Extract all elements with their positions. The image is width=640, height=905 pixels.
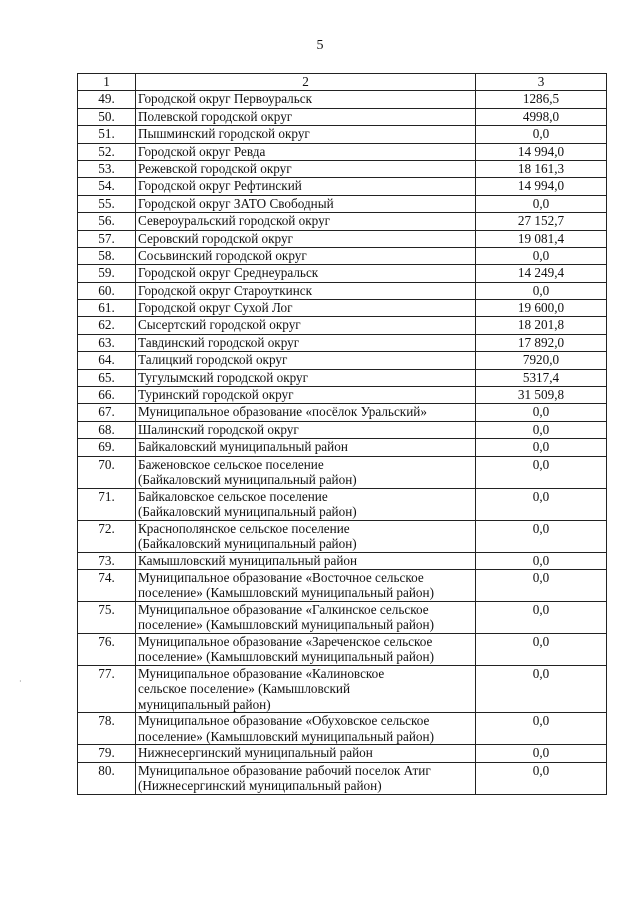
row-number: 62.	[78, 317, 136, 334]
row-number: 56.	[78, 213, 136, 230]
row-number: 68.	[78, 421, 136, 438]
allocation-value: 0,0	[476, 552, 607, 569]
table-row	[78, 160, 607, 177]
municipality-name: Городской округ Ревда	[136, 143, 476, 160]
allocation-value: 0,0	[476, 126, 607, 143]
allocation-value: 0,0	[476, 665, 607, 713]
row-number: 67.	[78, 404, 136, 421]
row-number: 55.	[78, 195, 136, 212]
column-header-value: 3	[476, 74, 607, 91]
municipality-name: Пышминский городской округ	[136, 126, 476, 143]
municipality-name: Городской округ Сухой Лог	[136, 300, 476, 317]
row-number: 71.	[78, 488, 136, 520]
municipality-name: Городской округ ЗАТО Свободный	[136, 195, 476, 212]
table-row	[78, 213, 607, 230]
table-row	[78, 265, 607, 282]
allocation-value: 0,0	[476, 195, 607, 212]
allocation-value: 0,0	[476, 282, 607, 299]
row-number: 58.	[78, 247, 136, 264]
allocation-value: 0,0	[476, 633, 607, 665]
row-number: 74.	[78, 569, 136, 601]
row-number: 75.	[78, 601, 136, 633]
allocation-value: 0,0	[476, 488, 607, 520]
table-row	[78, 745, 607, 762]
table-row	[78, 143, 607, 160]
allocation-value: 1286,5	[476, 91, 607, 108]
row-number: 70.	[78, 456, 136, 488]
row-number: 80.	[78, 762, 136, 794]
municipality-name: Муниципальное образование «Галкинское сельское поселение» (Камышловский муниципальный район)	[136, 601, 476, 633]
row-number: 49.	[78, 91, 136, 108]
municipality-name: Байкаловский муниципальный район	[136, 439, 476, 456]
table-row	[78, 91, 607, 108]
municipality-name: Городской округ Староуткинск	[136, 282, 476, 299]
row-number: 76.	[78, 633, 136, 665]
allocation-value: 7920,0	[476, 352, 607, 369]
table-row	[78, 439, 607, 456]
allocation-value: 0,0	[476, 745, 607, 762]
allocation-value: 0,0	[476, 421, 607, 438]
margin-mark: ·	[19, 677, 22, 686]
table-row	[78, 282, 607, 299]
municipality-name: Муниципальное образование «Обуховское сельское поселение» (Камышловский муниципальный район)	[136, 713, 476, 745]
allocation-value: 0,0	[476, 456, 607, 488]
page-number: 5	[316, 38, 324, 53]
table-row	[78, 520, 607, 552]
municipality-name: Муниципальное образование «посёлок Уральский»	[136, 404, 476, 421]
municipality-name: Североуральский городской округ	[136, 213, 476, 230]
row-number: 73.	[78, 552, 136, 569]
allocation-value: 0,0	[476, 247, 607, 264]
allocation-value: 17 892,0	[476, 334, 607, 351]
municipality-name: Тавдинский городской округ	[136, 334, 476, 351]
municipality-name: Городской округ Первоуральск	[136, 91, 476, 108]
row-number: 54.	[78, 178, 136, 195]
allocation-value: 0,0	[476, 601, 607, 633]
row-number: 65.	[78, 369, 136, 386]
allocation-value: 14 249,4	[476, 265, 607, 282]
table-row	[78, 713, 607, 745]
row-number: 57.	[78, 230, 136, 247]
municipality-name: Муниципальное образование «Калиновское сельское поселение» (Камышловский муниципальный район)	[136, 665, 476, 713]
allocation-value: 18 201,8	[476, 317, 607, 334]
municipality-name: Городской округ Рефтинский	[136, 178, 476, 195]
municipality-name: Серовский городской округ	[136, 230, 476, 247]
table-row	[78, 421, 607, 438]
allocation-value: 0,0	[476, 404, 607, 421]
column-header-number: 1	[78, 74, 136, 91]
table-row	[78, 762, 607, 794]
municipality-name: Городской округ Среднеуральск	[136, 265, 476, 282]
table-row	[78, 569, 607, 601]
municipality-name: Режевской городской округ	[136, 160, 476, 177]
row-number: 51.	[78, 126, 136, 143]
table-row	[78, 334, 607, 351]
row-number: 72.	[78, 520, 136, 552]
municipality-name: Туринский городской округ	[136, 387, 476, 404]
row-number: 69.	[78, 439, 136, 456]
municipality-name: Муниципальное образование «Зареченское сельское поселение» (Камышловский муниципальный район)	[136, 633, 476, 665]
row-number: 59.	[78, 265, 136, 282]
municipality-name: Талицкий городской округ	[136, 352, 476, 369]
allocation-value: 0,0	[476, 713, 607, 745]
row-number: 78.	[78, 713, 136, 745]
allocation-value: 5317,4	[476, 369, 607, 386]
table-row	[78, 552, 607, 569]
table-row	[78, 352, 607, 369]
municipality-name: Байкаловское сельское поселение (Байкаловский муниципальный район)	[136, 488, 476, 520]
allocation-value: 14 994,0	[476, 143, 607, 160]
table-row	[78, 300, 607, 317]
row-number: 64.	[78, 352, 136, 369]
allocation-value: 27 152,7	[476, 213, 607, 230]
row-number: 66.	[78, 387, 136, 404]
table-row	[78, 178, 607, 195]
table-row	[78, 230, 607, 247]
row-number: 53.	[78, 160, 136, 177]
column-header-name: 2	[136, 74, 476, 91]
municipality-name: Сысертский городской округ	[136, 317, 476, 334]
allocation-value: 4998,0	[476, 108, 607, 125]
row-number: 60.	[78, 282, 136, 299]
allocation-value: 19 600,0	[476, 300, 607, 317]
row-number: 79.	[78, 745, 136, 762]
table-row	[78, 108, 607, 125]
allocation-value: 0,0	[476, 569, 607, 601]
table-row	[78, 404, 607, 421]
municipality-name: Шалинский городской округ	[136, 421, 476, 438]
table-row	[78, 633, 607, 665]
municipality-name: Муниципальное образование «Восточное сельское поселение» (Камышловский муниципальный район)	[136, 569, 476, 601]
allocation-value: 19 081,4	[476, 230, 607, 247]
table-row	[78, 488, 607, 520]
table-row	[78, 317, 607, 334]
table-row	[78, 456, 607, 488]
table-row	[78, 126, 607, 143]
municipality-name: Полевской городской округ	[136, 108, 476, 125]
table-row	[78, 665, 607, 713]
table-row	[78, 601, 607, 633]
table-row	[78, 387, 607, 404]
row-number: 61.	[78, 300, 136, 317]
table-row	[78, 247, 607, 264]
allocation-value: 14 994,0	[476, 178, 607, 195]
municipality-name: Сосьвинский городской округ	[136, 247, 476, 264]
row-number: 63.	[78, 334, 136, 351]
allocation-value: 0,0	[476, 439, 607, 456]
allocation-value: 31 509,8	[476, 387, 607, 404]
municipality-name: Камышловский муниципальный район	[136, 552, 476, 569]
municipality-name: Муниципальное образование рабочий поселок Атиг (Нижнесергинский муниципальный район)	[136, 762, 476, 794]
row-number: 50.	[78, 108, 136, 125]
municipality-name: Баженовское сельское поселение (Байкаловский муниципальный район)	[136, 456, 476, 488]
allocation-table	[77, 73, 607, 795]
table-row	[78, 195, 607, 212]
municipality-name: Краснополянское сельское поселение (Байкаловский муниципальный район)	[136, 520, 476, 552]
row-number: 52.	[78, 143, 136, 160]
allocation-value: 0,0	[476, 762, 607, 794]
allocation-value: 0,0	[476, 520, 607, 552]
allocation-value: 18 161,3	[476, 160, 607, 177]
row-number: 77.	[78, 665, 136, 713]
municipality-name: Тугулымский городской округ	[136, 369, 476, 386]
table-header-row	[78, 74, 607, 91]
table-row	[78, 369, 607, 386]
municipality-name: Нижнесергинский муниципальный район	[136, 745, 476, 762]
